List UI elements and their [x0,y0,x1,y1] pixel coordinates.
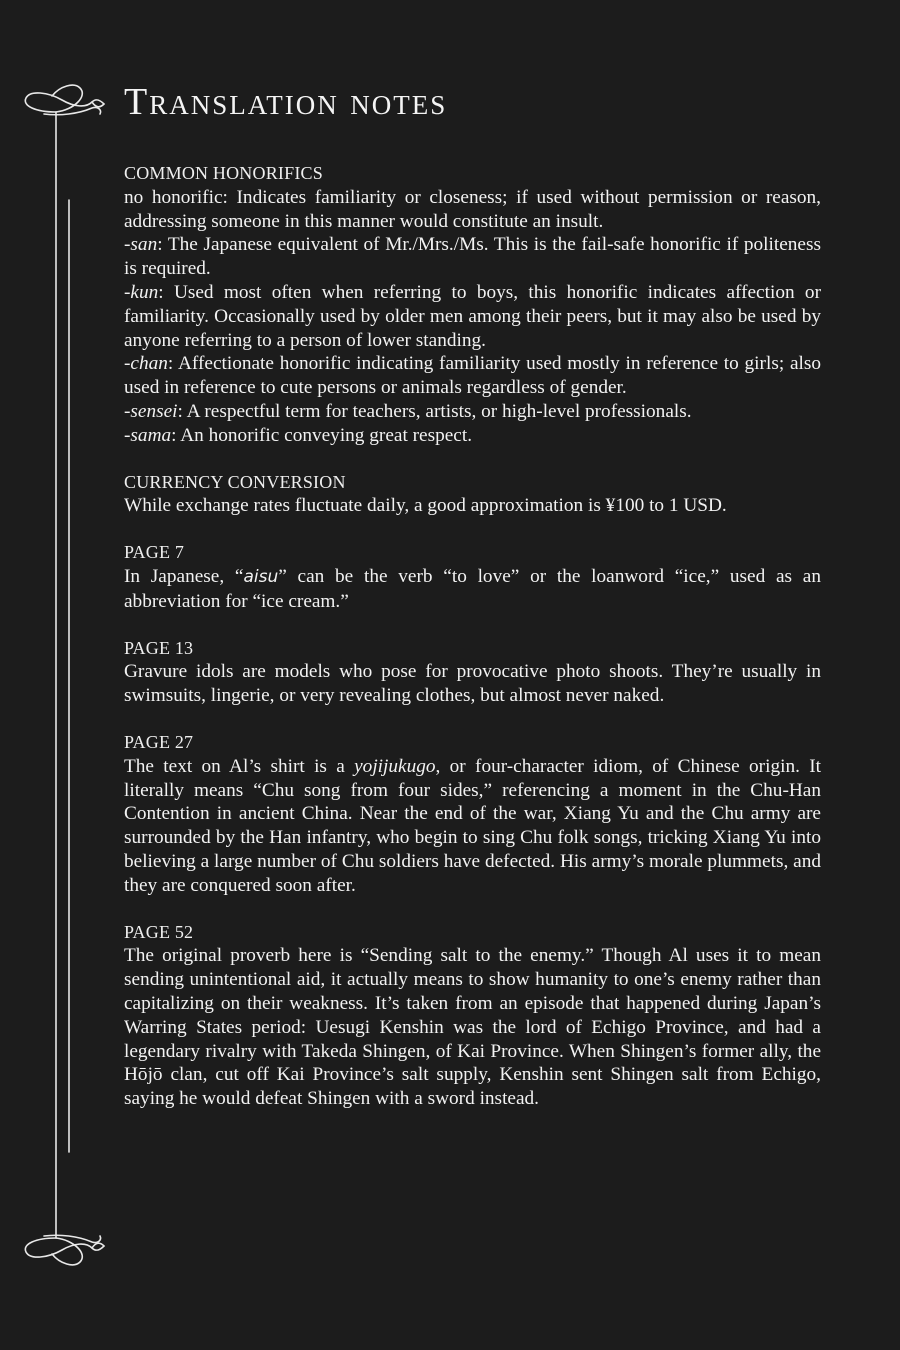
section-text: Gravure idols are models who pose for provocative photo shoots. They’re usually in swimsuits, lingerie, or very revealing clothes, but almost never naked. [124,661,821,707]
section-heading: PAGE 52 [124,921,194,942]
section-page-13 [124,637,821,708]
section-currency-conversion [124,471,821,519]
honorific-term: -kun [124,281,159,303]
page-title: Translation notes [124,81,448,123]
honorific-term: -sensei [124,400,178,422]
section-honorifics [124,162,821,448]
entry-text: : The Japanese equivalent of Mr./Mrs./Ms. This is the fail-safe honorific if politeness is required. [124,234,821,280]
honorific-entry-sama [124,424,821,448]
section-text: The original proverb here is “Sending salt to the enemy.” Though Al uses it to mean sending unintentional aid, it actually means to show humanity to one’s enemy rather than capitalizing on their weakness. It’s taken from an episode that happened during Japan’s Warring States period: Uesugi Kenshin was the lord of Echigo Province, and had a legendary rivalry with Takeda Shingen, of Kai Province. When Shingen’s former ally, the Hōjō clan, cut off Kai Province’s salt supply, Kenshin sent Shingen salt from Echigo, saying he would defeat Shingen with a sword instead. [124,945,821,1110]
honorific-entry-kun [124,281,821,352]
entry-text: : Used most often when referring to boys, this honorific indicates affection or familiarity. Occasionally used by older men among their peers, but it may also be used by anyone referring to a person of lower standing. [124,281,821,351]
section-page-27 [124,731,821,898]
section-heading: PAGE 27 [124,731,194,752]
honorific-term: -sama [124,424,172,446]
text-after: ” can be the verb “to love” or the loanword “ice,” used as an abbreviation for “ice cream.” [124,565,821,612]
entry-text: : Affectionate honorific indicating familiarity used mostly in reference to girls; also used in reference to cute persons or animals regardless of gender. [124,353,821,399]
entry-text: no honorific: Indicates familiarity or closeness; if used without permission or reason, addressing someone in this manner would constitute an insult. [124,186,821,232]
honorific-entry-san [124,233,821,281]
honorific-term: -san [124,234,158,256]
bottom-flourish-icon [25,1235,104,1265]
text-before: The text on Al’s shirt is a [124,755,355,777]
section-text: While exchange rates fluctuate daily, a good approximation is ¥100 to 1 USD. [124,495,727,517]
text-after: , or four-character idiom, of Chinese origin. It literally means “Chu song from four sides,” referencing a moment in the Chu-Han Contention in ancient China. Near the end of the war, Xiang Yu and the Chu army are surrounded by the Han infantry, who begin to sing Chu folk songs, tricking Xiang Yu into believing a large number of Chu soldiers have defected. His army’s morale plummets, and they are conquered soon after. [124,755,822,896]
japanese-term: yojijukugo [354,755,436,777]
section-heading: PAGE 13 [124,637,194,658]
section-heading: CURRENCY CONVERSION [124,471,346,492]
honorific-entry-sensei [124,400,821,424]
section-text [124,565,821,614]
section-heading: COMMON HONORIFICS [124,163,323,183]
section-page-7 [124,541,821,613]
honorific-entry-chan [124,352,821,400]
section-text [124,755,821,898]
text-before: In Japanese, “ [124,565,244,587]
translation-notes-page [124,80,821,1134]
honorific-term: -chan [124,353,168,375]
japanese-term: aisu [243,566,279,587]
section-heading: PAGE 7 [124,542,185,563]
entry-text: : A respectful term for teachers, artists, or high-level professionals. [177,400,692,422]
honorific-entry-none [124,186,821,234]
entry-text: : An honorific conveying great respect. [171,424,473,446]
top-flourish-icon [25,85,104,115]
section-page-52 [124,921,821,1111]
